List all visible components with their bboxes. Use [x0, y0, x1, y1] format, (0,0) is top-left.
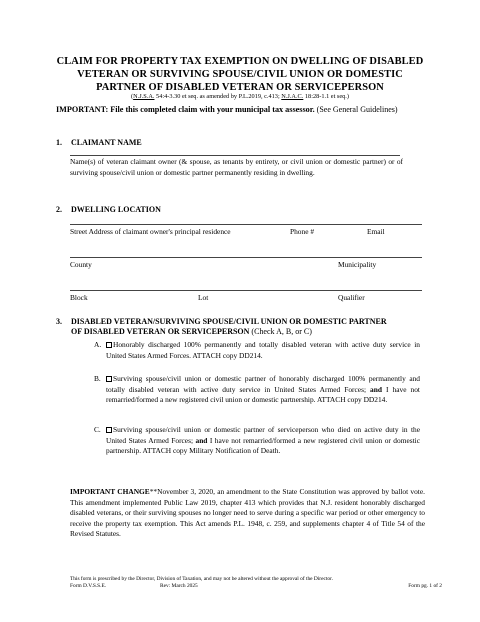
section-3-number: 3. — [56, 317, 62, 326]
section-2-title: DWELLING LOCATION — [71, 205, 161, 214]
claimant-name-label: Name(s) of veteran claimant owner (& spouse, as tenants by entirety, or civil union or domestic partner) or of surviving spouse/civil union or domestic partner permanently residing in dwelling. — [70, 157, 403, 177]
citation-mid: 54:4-3.30 et seq. as amended by P.L.2019, c.413; — [154, 93, 282, 100]
title-line-1: CLAIM FOR PROPERTY TAX EXEMPTION ON DWELLING OF DISABLED — [56, 56, 424, 67]
citation-open: ( — [131, 93, 134, 100]
option-b-text-1: Surviving spouse/civil union or domestic partner of honorably discharged 100% permanently and totally disabled veteran with active duty service in United States Armed Forces; — [106, 374, 420, 394]
footer-notice: This form is prescribed by the Director, Division of Taxation, and may not be altered without the approval of the Director. — [70, 576, 333, 582]
qualifier-label: Qualifier — [338, 293, 365, 302]
title-line-3: PARTNER OF DISABLED VETERAN OR SERVICEPERSON — [96, 82, 384, 93]
option-c-letter: C. — [94, 425, 101, 434]
address-line[interactable] — [70, 224, 422, 225]
statute-citation — [40, 93, 440, 101]
option-a-letter: A. — [94, 340, 102, 349]
filing-instruction-bold: IMPORTANT: File this completed claim with your municipal tax assessor. — [56, 105, 315, 114]
option-c — [106, 425, 420, 457]
section-1-heading — [56, 138, 142, 148]
section-3-instruction: (Check A, B, or C) — [249, 327, 312, 336]
option-b-letter: B. — [94, 374, 101, 383]
block-lot-line[interactable] — [70, 290, 422, 291]
form-title — [40, 55, 440, 94]
citation-end: 18:28-1.1 et seq.) — [303, 93, 349, 100]
njac-reference: N.J.A.C. — [281, 93, 304, 100]
title-line-2: VETERAN OR SURVIVING SPOUSE/CIVIL UNION OR DOMESTIC — [77, 69, 403, 80]
filing-instruction-note: (See General Guidelines) — [314, 105, 398, 114]
option-b-checkbox[interactable] — [106, 376, 112, 382]
option-a-checkbox[interactable] — [106, 342, 112, 348]
option-c-text-2: I have not remarried/formed a new registered civil union or domestic partnership. ATTACH copy Military Notification of Death. — [106, 435, 420, 455]
block-label: Block — [70, 293, 88, 302]
municipality-label: Municipality — [338, 260, 377, 269]
section-1-number: 1. — [56, 138, 62, 147]
option-a — [106, 340, 420, 361]
street-address-label: Street Address of claimant owner's principal residence — [70, 227, 231, 236]
option-b-and: and — [370, 384, 382, 394]
important-change-notice — [70, 487, 425, 540]
option-c-and: and — [195, 435, 208, 445]
option-b — [106, 374, 420, 406]
footer-revision: Rev: March 2025 — [160, 583, 198, 589]
claimant-name-line[interactable] — [70, 155, 400, 156]
email-label: Email — [367, 227, 385, 236]
section-2-number: 2. — [56, 205, 62, 214]
option-c-checkbox[interactable] — [106, 427, 112, 433]
phone-label: Phone # — [290, 227, 315, 236]
section-2-heading — [56, 205, 161, 215]
option-a-text: Honorably discharged 100% permanently and totally disabled veteran with active duty service in United States Armed Forces. ATTACH copy DD214. — [106, 340, 420, 360]
county-label: County — [70, 260, 92, 269]
county-line[interactable] — [70, 257, 422, 258]
option-b-text-2: I have not remarried/formed a new registered civil union or domestic partnership. ATTACH copy DD214. — [106, 384, 420, 404]
important-change-heading: IMPORTANT CHANGE — [70, 487, 150, 496]
section-1-title: CLAIMANT NAME — [71, 138, 142, 147]
section-3-title-line-2: OF DISABLED VETERAN OR SERVICEPERSON — [71, 327, 250, 336]
footer-page-number: Form pg. 1 of 2 — [408, 583, 442, 589]
option-c-text-1: Surviving spouse/civil union or domestic partner of serviceperson who died on active duty in the United States Armed Forces; — [106, 425, 420, 445]
important-change-text: **November 3, 2020, an amendment to the State Constitution was approved by ballot vote. This amendment implemented Public Law 2019, chapter 413 which provides that N.J. resident honorably discharged disabled veterans, or their surviving spouses no longer need to serve during a specific war period or other emergency to receive the property tax exemption. This Act amends P.L. 1948, c. 259, and supplements chapter 4 of Title 54 of the Revised Statutes. — [70, 487, 425, 538]
section-3-heading — [56, 317, 428, 337]
filing-instruction — [56, 104, 428, 115]
footer-form-id: Form D.V.S.S.E. — [70, 583, 107, 589]
section-3-title-line-1: DISABLED VETERAN/SURVIVING SPOUSE/CIVIL UNION OR DOMESTIC PARTNER — [71, 317, 387, 326]
lot-label: Lot — [198, 293, 209, 302]
njsa-reference: N.J.S.A. — [133, 93, 155, 100]
